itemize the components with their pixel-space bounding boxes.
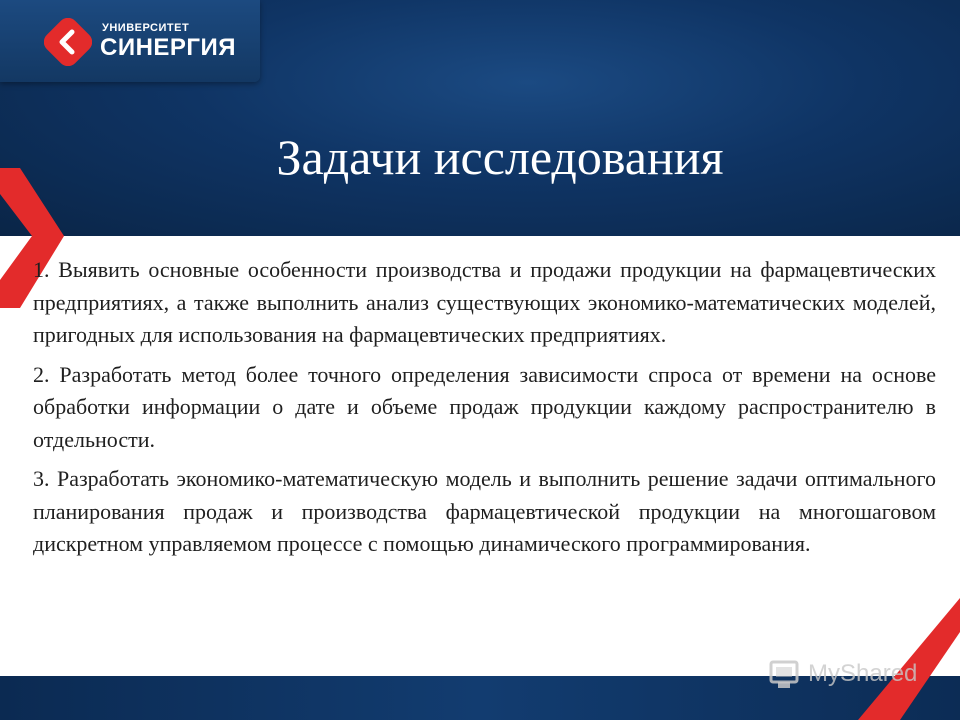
slide-title: Задачи исследования (276, 129, 724, 185)
myshared-icon (768, 658, 802, 692)
task-item-3: 3. Разработать экономико-математическую модель и выполнить решение задачи оптимального планирования продаж и производства фармацевтической продукции на многошаговом дискретном управляемом процессе с помощью динамического программирования. (33, 466, 936, 556)
task-list (33, 254, 936, 568)
watermark-text: MyShared (808, 660, 918, 687)
bottom-right-chevron-decoration (858, 598, 960, 720)
task-item-2: 2. Разработать метод более точного определения зависимости спроса от времени на основе обработки информации о дате и объеме продаж продукции каждому распространителю в отдельности. (33, 361, 936, 452)
synergy-logo-icon (44, 18, 92, 66)
logo-line2: СИНЕРГИЯ (100, 34, 237, 61)
logo-line1: УНИВЕРСИТЕТ (102, 22, 190, 34)
task-item-1: 1. Выявить основные особенности производства и продажи продукции на фармацевтических предприятиях, а также выполнить анализ существующих экономико-математических моделей, пригодных для использования на фармацевтических предприятиях. (33, 257, 936, 347)
logo[interactable] (0, 0, 260, 82)
